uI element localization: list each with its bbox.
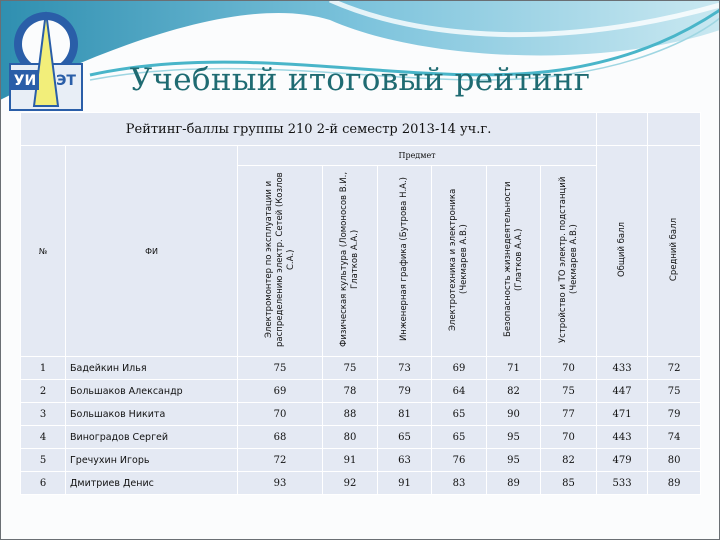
average-score: 74	[648, 426, 701, 449]
subject-group-header: Предмет	[238, 146, 597, 166]
col-header-subject: Безопасность жизнедеятельности (Глатков А.А.)	[487, 166, 541, 357]
total-score: 471	[597, 403, 648, 426]
subject-score: 71	[487, 357, 541, 380]
page-title: Учебный итоговый рейтинг	[129, 62, 591, 98]
total-score: 443	[597, 426, 648, 449]
subject-score: 89	[487, 472, 541, 495]
subject-score: 81	[378, 403, 432, 426]
subject-score: 88	[323, 403, 378, 426]
row-number: 3	[21, 403, 66, 426]
col-header-total: Общий балл	[597, 146, 648, 357]
student-name: Большаков Александр	[66, 380, 238, 403]
col-header-avg: Средний балл	[648, 146, 701, 357]
subject-score: 91	[378, 472, 432, 495]
subject-score: 80	[323, 426, 378, 449]
subject-score: 70	[541, 357, 597, 380]
row-number: 4	[21, 426, 66, 449]
subject-score: 91	[323, 449, 378, 472]
subject-score: 70	[238, 403, 323, 426]
subject-score: 77	[541, 403, 597, 426]
col-header-subject: Электромонтер по эксплуатации и распределению электр. Сетей (Козлов С.А.)	[238, 166, 323, 357]
student-name: Виноградов Сергей	[66, 426, 238, 449]
subject-score: 82	[541, 449, 597, 472]
subject-score: 83	[432, 472, 487, 495]
subject-score: 95	[487, 449, 541, 472]
subject-score: 69	[238, 380, 323, 403]
subject-score: 73	[378, 357, 432, 380]
subject-score: 92	[323, 472, 378, 495]
subject-score: 65	[432, 403, 487, 426]
subject-score: 95	[487, 426, 541, 449]
row-number: 2	[21, 380, 66, 403]
average-score: 72	[648, 357, 701, 380]
subject-score: 75	[323, 357, 378, 380]
average-score: 89	[648, 472, 701, 495]
col-header-subject: Физическая культура (Ломоносов В.И., Глатков А.А.)	[323, 166, 378, 357]
subject-score: 63	[378, 449, 432, 472]
subject-score: 69	[432, 357, 487, 380]
subject-score: 90	[487, 403, 541, 426]
table-caption: Рейтинг-баллы группы 210 2-й семестр 2013-14 уч.г.	[21, 113, 597, 146]
svg-text:ЭТ: ЭТ	[56, 73, 76, 89]
average-score: 75	[648, 380, 701, 403]
student-name: Дмитриев Денис	[66, 472, 238, 495]
subject-score: 75	[541, 380, 597, 403]
subject-score: 70	[541, 426, 597, 449]
col-header-subject: Электротехника и электроника (Чекмарев А.В.)	[432, 166, 487, 357]
student-name: Гречухин Игорь	[66, 449, 238, 472]
col-header-subject: Устройство и ТО электр. подстанций (Чекмарев А.В.)	[541, 166, 597, 357]
subject-score: 75	[238, 357, 323, 380]
svg-text:УИ: УИ	[13, 73, 37, 89]
student-name: Бадейкин Илья	[66, 357, 238, 380]
total-score: 533	[597, 472, 648, 495]
subject-score: 65	[378, 426, 432, 449]
row-number: 5	[21, 449, 66, 472]
total-score: 433	[597, 357, 648, 380]
subject-score: 78	[323, 380, 378, 403]
subject-score: 76	[432, 449, 487, 472]
total-score: 479	[597, 449, 648, 472]
subject-score: 64	[432, 380, 487, 403]
student-name: Большаков Никита	[66, 403, 238, 426]
average-score: 79	[648, 403, 701, 426]
row-number: 6	[21, 472, 66, 495]
total-score: 447	[597, 380, 648, 403]
subject-score: 68	[238, 426, 323, 449]
subject-score: 79	[378, 380, 432, 403]
subject-score: 93	[238, 472, 323, 495]
col-header-name: ФИ	[66, 146, 238, 357]
col-header-num: №	[21, 146, 66, 357]
subject-score: 65	[432, 426, 487, 449]
row-number: 1	[21, 357, 66, 380]
subject-score: 85	[541, 472, 597, 495]
col-header-subject: Инженерная графика (Бутрова Н.А.)	[378, 166, 432, 357]
subject-score: 82	[487, 380, 541, 403]
average-score: 80	[648, 449, 701, 472]
subject-score: 72	[238, 449, 323, 472]
